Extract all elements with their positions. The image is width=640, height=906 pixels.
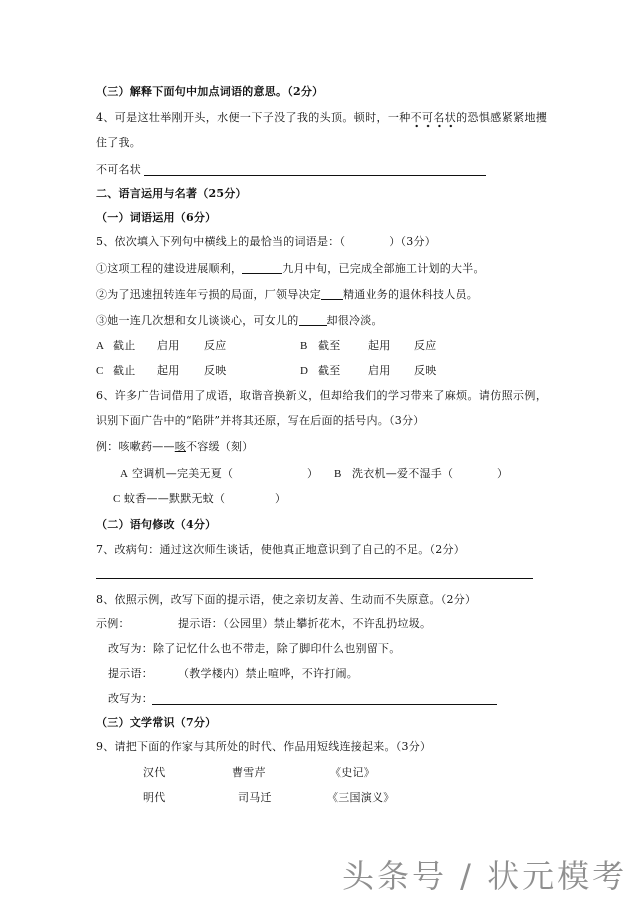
question-5-sentence-2 <box>96 287 478 301</box>
rewrite-text: 改写为：除了记忆什么也不带走，除了脚印什么也别留下。 <box>108 642 401 655</box>
question-4-text-end: 的恐惧感紧紧地攫 <box>456 111 548 124</box>
question-5-sentence-3 <box>96 313 383 327</box>
option-letter: B <box>300 340 308 352</box>
item-letter: A <box>120 468 129 480</box>
option-word: 截至 <box>318 339 341 352</box>
answer-close-paren: ） <box>275 492 287 505</box>
option-word: 反应 <box>204 339 227 352</box>
sentence-text-end: 却很冷淡。 <box>326 314 383 327</box>
question-5-sentence-1 <box>96 261 485 275</box>
hint-label: 提示语： <box>108 667 153 680</box>
option-word: 起用 <box>157 364 180 377</box>
option-word: 截止 <box>113 339 136 352</box>
option-word: 启用 <box>157 339 180 352</box>
question-4-text: 4、可是这壮举刚开头，水便一下子没了我的头顶。顿时，一种 <box>96 111 411 124</box>
option-word: 截止 <box>113 364 136 377</box>
question-9-text: 9、请把下面的作家与其所处的时代、作品用短线连接起来。（3分） <box>96 740 432 753</box>
era-item: 汉代 <box>143 766 166 779</box>
answer-line <box>152 704 497 705</box>
example-label: 示例： <box>96 617 130 630</box>
example-hint-group <box>178 617 431 631</box>
answer-close-paren: ） <box>307 467 319 480</box>
question-4-answer-label: 不可名状 <box>96 163 141 176</box>
hint-text: （教学楼内）禁止喧哗，不许打闹。 <box>178 667 358 680</box>
option-letter: D <box>300 365 309 377</box>
option-word: 反应 <box>414 339 437 352</box>
question-6-line-2: 识别下面广告中的“陷阱”并将其还原，写在后面的括号内。（3分） <box>96 414 425 427</box>
answer-line <box>144 175 486 176</box>
question-7-text: 7、改病句：通过这次师生谈话，使他真正地意识到了自己的不足。（2分） <box>96 543 465 556</box>
option-word: 起用 <box>368 339 391 352</box>
answer-close-paren: ） <box>497 467 509 480</box>
dotted-phrase: 不可名状 <box>411 111 457 128</box>
question-4-line-2: 住了我。 <box>96 136 141 149</box>
option-letter: C <box>96 365 104 377</box>
section-heading-literature: （三）文学常识（7分） <box>96 716 217 729</box>
author-item: 司马迁 <box>238 791 272 804</box>
question-4-line-1 <box>96 111 547 125</box>
sentence-text-end: 精通业务的退休科技人员。 <box>343 288 478 301</box>
hint-label: 提示语： <box>178 617 223 630</box>
work-item: 《三国演义》 <box>327 791 395 804</box>
work-item: 《史记》 <box>330 766 375 779</box>
sentence-text: ②为了迅速扭转连年亏损的局面，厂领导决定 <box>96 288 321 301</box>
section-heading-language-use: 二、语言运用与名著（25分） <box>96 187 247 200</box>
watermark: 头条号 / 状元模考 <box>342 857 628 895</box>
example-text-end: 不容缓（刻） <box>186 440 254 453</box>
answer-blank <box>299 313 327 326</box>
section-heading-explain-words: （三）解释下面句中加点词语的意思。（2分） <box>96 85 324 98</box>
author-item: 曹雪芹 <box>232 766 266 779</box>
sentence-text: ①这项工程的建设进展顺利， <box>96 262 243 275</box>
option-word: 反映 <box>414 364 437 377</box>
rewrite-label: 改写为： <box>108 692 153 705</box>
option-letter: A <box>96 340 105 352</box>
hint-text: （公园里）禁止攀折花木，不许乱扔垃圾。 <box>223 617 432 630</box>
item-letter: B <box>334 468 342 480</box>
section-heading-sentence-revision: （二）语句修改（4分） <box>96 518 217 531</box>
question-6-example <box>96 440 254 454</box>
era-item: 明代 <box>143 791 166 804</box>
answer-blank <box>321 287 343 300</box>
ad-item-text: 蚊香——默默无蚊（ <box>124 492 226 505</box>
question-5-score: ）（3分） <box>389 235 436 248</box>
option-word: 反映 <box>204 364 227 377</box>
marked-character: 咳 <box>174 440 186 453</box>
question-6-line-1: 6、许多广告词借用了成语，取谐音换新义，但却给我们的学习带来了麻烦。请仿照示例， <box>96 389 548 402</box>
item-letter: C <box>113 493 121 505</box>
question-8-text: 8、依照示例，改写下面的提示语，使之亲切友善、生动而不失原意。（2分） <box>96 593 477 606</box>
answer-blank <box>242 261 282 274</box>
option-word: 截至 <box>318 364 341 377</box>
option-word: 启用 <box>368 364 391 377</box>
ad-item-text: 洗衣机—爱不湿手（ <box>352 467 454 480</box>
sentence-text: ③她一连几次想和女儿谈谈心，可女儿的 <box>96 314 299 327</box>
answer-line <box>96 578 533 579</box>
question-5-stem <box>96 235 436 249</box>
example-text: 例：咳嗽药—— <box>96 440 175 453</box>
question-5-stem-text: 5、依次填入下列句中横线上的最恰当的词语是：（ <box>96 235 346 248</box>
sentence-text-end: 九月中旬，已完成全部施工计划的大半。 <box>282 262 485 275</box>
section-heading-word-use: （一）词语运用（6分） <box>96 211 217 224</box>
ad-item-text: 空调机—完美无夏（ <box>132 467 234 480</box>
